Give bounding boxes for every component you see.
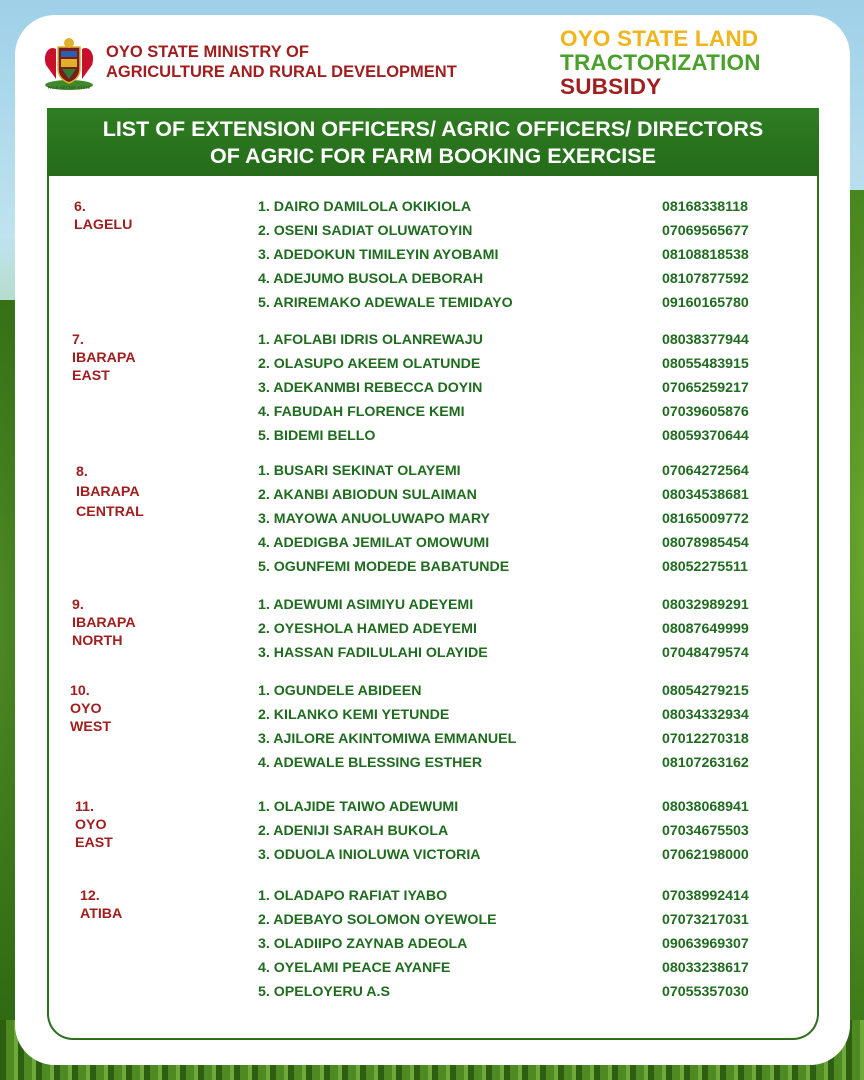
officer-name: 3. AJILORE AKINTOMIWA EMMANUEL (258, 731, 517, 747)
program-line-2: TRACTORIZATION (560, 50, 761, 75)
officer-phone: 07065259217 (662, 380, 749, 396)
program-line-1: OYO STATE LAND (560, 26, 759, 51)
officer-phone: 09160165780 (662, 295, 749, 311)
officer-name: 3. OLADIIPO ZAYNAB ADEOLA (258, 936, 468, 952)
ministry-line-2: AGRICULTURE AND RURAL DEVELOPMENT (106, 63, 457, 81)
program-line-3: SUBSIDY (560, 74, 662, 99)
officer-phone: 08052275511 (662, 559, 749, 575)
officer-name: 1. ADEWUMI ASIMIYU ADEYEMI (258, 597, 474, 613)
ministry-line-1: OYO STATE MINISTRY OF (106, 43, 309, 61)
officer-name: 2. KILANKO KEMI YETUNDE (258, 707, 450, 723)
officer-phone: 08034332934 (662, 707, 749, 723)
oyo-state-coat-of-arms-logo (40, 35, 98, 93)
officer-name: 2. OYESHOLA HAMED ADEYEMI (258, 621, 477, 637)
lga-label: 10. OYO WEST (70, 683, 111, 735)
officer-phone: 07073217031 (662, 912, 749, 928)
banner-line-2: OF AGRIC FOR FARM BOOKING EXERCISE (210, 144, 656, 168)
officer-name: 4. FABUDAH FLORENCE KEMI (258, 404, 465, 420)
officer-phone: 07012270318 (662, 731, 749, 747)
officer-name: 2. OSENI SADIAT OLUWATOYIN (258, 223, 473, 239)
officer-name: 1. OGUNDELE ABIDEEN (258, 683, 422, 699)
officer-name: 3. ADEKANMBI REBECCA DOYIN (258, 380, 483, 396)
officer-name: 1. BUSARI SEKINAT OLAYEMI (258, 463, 461, 479)
officer-phone: 08038068941 (662, 799, 749, 815)
officer-phone: 09063969307 (662, 936, 749, 952)
officer-phone: 07064272564 (662, 463, 749, 479)
officer-name: 4. ADEWALE BLESSING ESTHER (258, 755, 483, 771)
officer-name: 5. ARIREMAKO ADEWALE TEMIDAYO (258, 295, 513, 311)
officer-phone: 08054279215 (662, 683, 749, 699)
officer-phone: 08033238617 (662, 960, 749, 976)
lga-label: 7. IBARAPA EAST (72, 332, 136, 384)
officer-phone: 08168338118 (662, 199, 749, 215)
officer-phone: 08038377944 (662, 332, 749, 348)
lga-label: 8. IBARAPA CENTRAL (76, 464, 144, 520)
logo-motto: PACE SETTER STATE (47, 85, 91, 90)
officer-phone: 08107263162 (662, 755, 749, 771)
officer-name: 2. ADENIJI SARAH BUKOLA (258, 823, 449, 839)
officer-name: 5. OGUNFEMI MODEDE BABATUNDE (258, 559, 510, 575)
officer-phone: 07055357030 (662, 984, 749, 1000)
officer-phone: 07069565677 (662, 223, 749, 239)
lga-label: 6. LAGELU (74, 199, 133, 233)
officer-phone: 07062198000 (662, 847, 749, 863)
officer-name: 4. ADEJUMO BUSOLA DEBORAH (258, 271, 484, 287)
lga-label: 9. IBARAPA NORTH (72, 597, 136, 649)
lga-label: 11. OYO EAST (75, 799, 113, 851)
lga-label: 12. ATIBA (80, 888, 123, 922)
officer-phone: 08087649999 (662, 621, 749, 637)
officer-name: 4. OYELAMI PEACE AYANFE (258, 960, 451, 976)
officer-name: 1. OLADAPO RAFIAT IYABO (258, 888, 448, 904)
officer-phone: 08107877592 (662, 271, 749, 287)
ministry-name (106, 42, 506, 82)
officer-name: 5. OPELOYERU A.S (258, 984, 390, 1000)
list-title-banner (47, 108, 819, 176)
officer-phone: 07038992414 (662, 888, 749, 904)
officer-phone: 08055483915 (662, 356, 749, 372)
officer-name: 1. AFOLABI IDRIS OLANREWAJU (258, 332, 483, 348)
officer-name: 2. AKANBI ABIODUN SULAIMAN (258, 487, 477, 503)
officer-name: 3. ODUOLA INIOLUWA VICTORIA (258, 847, 481, 863)
officer-phone: 07034675503 (662, 823, 749, 839)
officer-name: 3. HASSAN FADILULAHI OLAYIDE (258, 645, 488, 661)
officer-name: 5. BIDEMI BELLO (258, 428, 376, 444)
officer-phone: 07048479574 (662, 645, 749, 661)
banner-line-1: LIST OF EXTENSION OFFICERS/ AGRIC OFFICERS/ DIRECTORS (102, 117, 764, 141)
program-title (560, 27, 820, 99)
officer-name: 1. DAIRO DAMILOLA OKIKIOLA (258, 199, 472, 215)
officer-phone: 08078985454 (662, 535, 749, 551)
officer-name: 1. OLAJIDE TAIWO ADEWUMI (258, 799, 459, 815)
officer-name: 2. OLASUPO AKEEM OLATUNDE (258, 356, 481, 372)
officer-phone: 08034538681 (662, 487, 749, 503)
officer-phone: 07039605876 (662, 404, 749, 420)
officer-name: 2. ADEBAYO SOLOMON OYEWOLE (258, 912, 497, 928)
officer-phone: 08032989291 (662, 597, 749, 613)
officer-name: 3. MAYOWA ANUOLUWAPO MARY (258, 511, 490, 527)
officer-phone: 08165009772 (662, 511, 749, 527)
officer-phone: 08059370644 (662, 428, 749, 444)
officer-name: 4. ADEDIGBA JEMILAT OMOWUMI (258, 535, 490, 551)
officer-name: 3. ADEDOKUN TIMILEYIN AYOBAMI (258, 247, 499, 263)
officer-phone: 08108818538 (662, 247, 749, 263)
